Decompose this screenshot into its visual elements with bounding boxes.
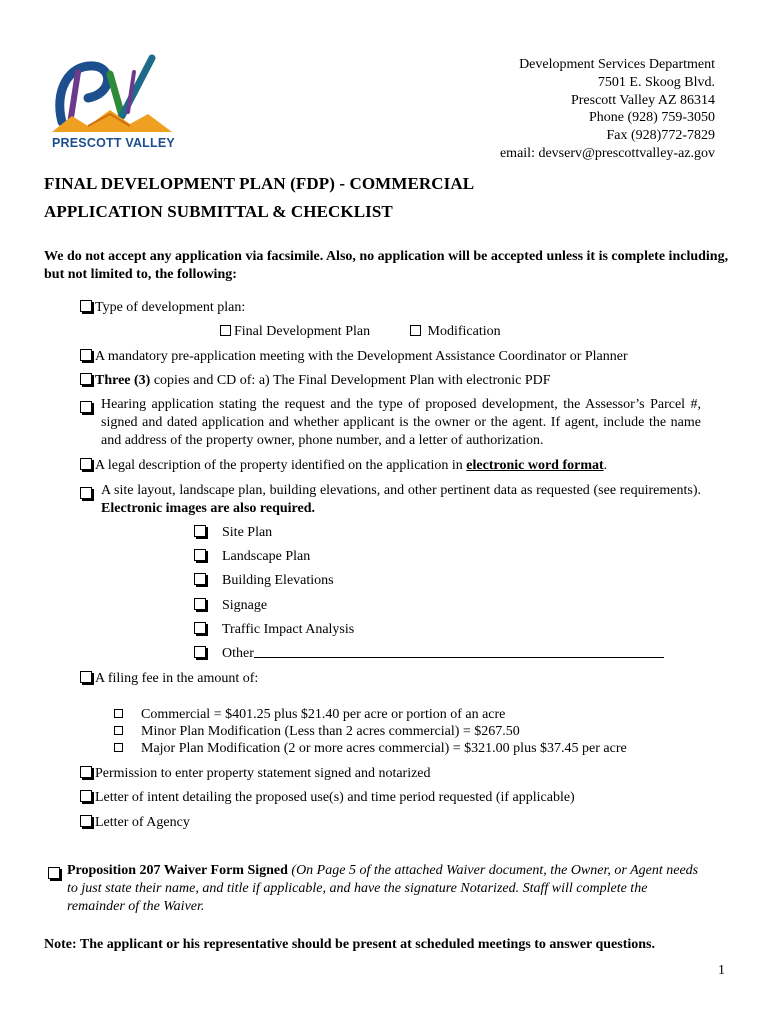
checkbox[interactable]	[80, 399, 95, 417]
checkbox[interactable]	[194, 622, 206, 634]
checkbox[interactable]	[194, 573, 206, 585]
phone-number: Phone (928) 759-3050	[589, 110, 715, 126]
checkbox[interactable]	[114, 743, 123, 752]
checklist-item-permission: Permission to enter property statement signed and notarized	[80, 765, 431, 783]
checkbox[interactable]	[194, 549, 206, 561]
fee-major-modification: Major Plan Modification (2 or more acres commercial) = $321.00 plus $37.45 per acre	[114, 740, 627, 758]
fee-minor-modification: Minor Plan Modification (Less than 2 acres commercial) = $267.50	[114, 723, 520, 741]
checkbox[interactable]	[80, 671, 92, 683]
sub-item-signage: Signage	[194, 597, 267, 615]
sub-item-building-elevations: Building Elevations	[194, 572, 334, 590]
note-text: Note: The applicant or his representative should be present at scheduled meetings to answer questions.	[44, 937, 655, 952]
logo-mark-icon	[48, 52, 178, 136]
page-title: FINAL DEVELOPMENT PLAN (FDP) - COMMERCIAL	[44, 174, 475, 193]
checklist-item-modification: Modification	[410, 323, 501, 341]
fax-number: Fax (928)772-7829	[606, 128, 715, 144]
checklist-item-letter-of-intent: Letter of intent detailing the proposed use(s) and time period requested (if applicable)	[80, 789, 575, 807]
prescott-valley-logo	[48, 52, 178, 156]
intro-text: We do not accept any application via facsimile. Also, no application will be accepted unless it is complete including, but not limited to, the following:	[44, 249, 729, 282]
email-address: email: devserv@prescottvalley-az.gov	[499, 145, 715, 161]
sub-item-landscape-plan: Landscape Plan	[194, 548, 310, 566]
city-state-zip: Prescott Valley AZ 86314	[570, 92, 715, 108]
checklist-item-final-plan: Final Development Plan	[220, 323, 370, 341]
street-address: 7501 E. Skoog Blvd.	[597, 74, 715, 90]
checkbox[interactable]	[48, 865, 63, 883]
department-name: Development Services Department	[519, 57, 715, 72]
checklist-item-filing-fee: A filing fee in the amount of:	[80, 670, 258, 688]
page-number: 1	[718, 963, 725, 978]
checkbox[interactable]	[80, 815, 92, 827]
checklist-item-pre-application: A mandatory pre-application meeting with the Development Assistance Coordinator or Planner	[80, 348, 628, 366]
checklist-item-hearing: Hearing application stating the request and the type of proposed development, the Assessor’s Parcel #, signed and dated application and whether applicant is the owner or the agent. If agent, include the name and address of the property owner, phone number, and a letter of authorization.	[101, 397, 701, 448]
sub-item-other: Other	[194, 645, 664, 663]
checkbox[interactable]	[80, 349, 92, 361]
sub-item-traffic-impact: Traffic Impact Analysis	[194, 621, 354, 639]
address-block	[500, 56, 715, 163]
checkbox[interactable]	[80, 458, 92, 470]
checkbox[interactable]	[80, 485, 95, 503]
logo-text: PRESCOTT VALLEY	[52, 136, 175, 150]
page-subtitle: APPLICATION SUBMITTAL & CHECKLIST	[44, 202, 393, 221]
checklist-item-legal-description: A legal description of the property identified on the application in electronic word format.	[80, 457, 607, 475]
checklist-item-proposition-207: Proposition 207 Waiver Form Signed (On Page 5 of the attached Waiver document, the Owner, or Agent needs to just state their name, and title if applicable, and have the signature Notarized. Staff will complete the remainder of the Waiver.	[67, 863, 699, 914]
fee-commercial: Commercial = $401.25 plus $21.40 per acre or portion of an acre	[114, 706, 505, 724]
checkbox[interactable]	[194, 598, 206, 610]
checklist-item-site-layout: A site layout, landscape plan, building elevations, and other pertinent data as requested (see requirements). Electronic images are also required.	[101, 483, 701, 516]
checklist-item-plan-type: Type of development plan:	[80, 299, 245, 317]
checkbox[interactable]	[194, 646, 206, 658]
checkbox[interactable]	[80, 300, 92, 312]
checklist-item-letter-of-agency: Letter of Agency	[80, 814, 190, 832]
checkbox[interactable]	[114, 709, 123, 718]
checkbox[interactable]	[114, 726, 123, 735]
sub-item-site-plan: Site Plan	[194, 524, 272, 542]
checklist-item-copies: Three (3) copies and CD of: a) The Final Development Plan with electronic PDF	[80, 372, 551, 390]
other-blank-line[interactable]	[254, 645, 664, 658]
checkbox[interactable]	[80, 766, 92, 778]
checkbox[interactable]	[80, 373, 92, 385]
checkbox[interactable]	[410, 325, 421, 336]
checkbox[interactable]	[80, 790, 92, 802]
checkbox[interactable]	[220, 325, 231, 336]
checkbox[interactable]	[194, 525, 206, 537]
